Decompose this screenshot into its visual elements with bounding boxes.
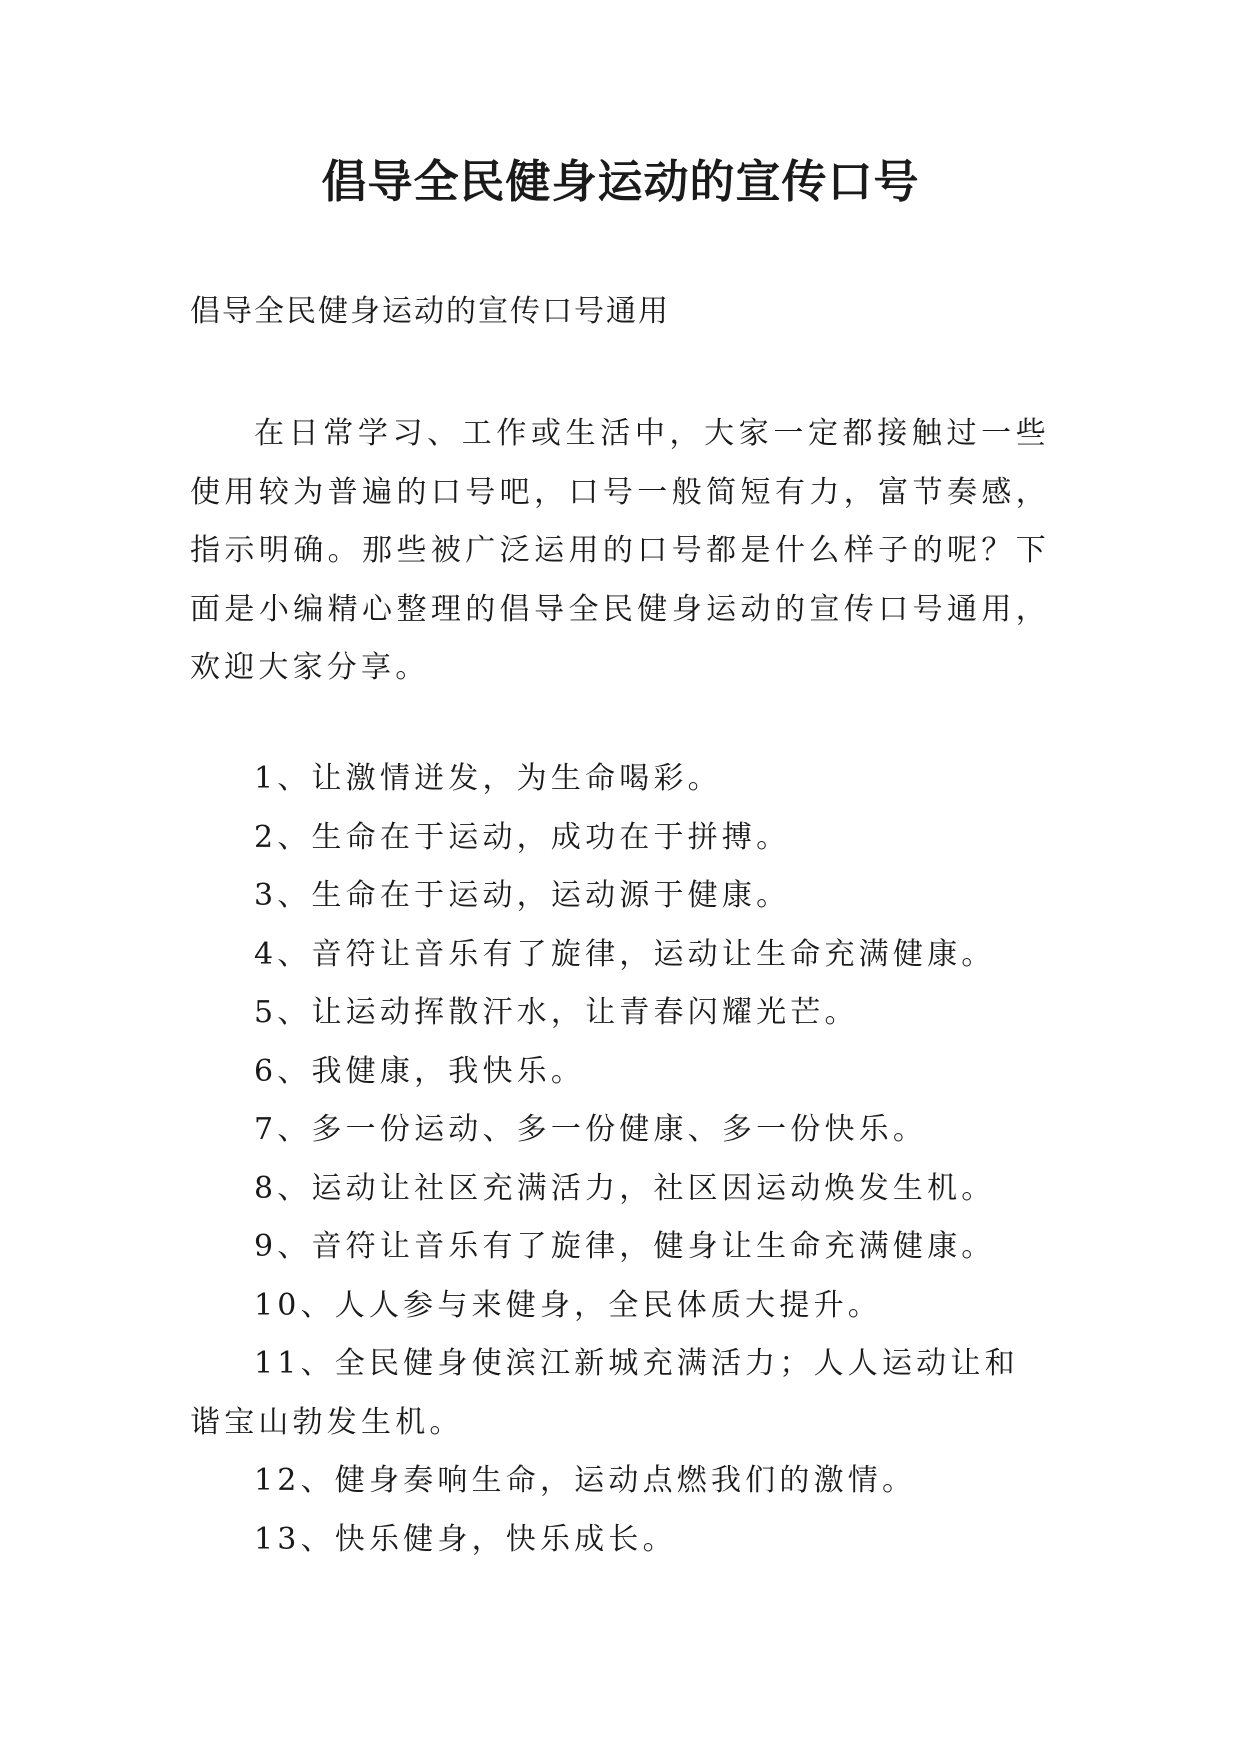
slogan-item: 9、音符让音乐有了旋律，健身让生命充满健康。 bbox=[254, 1229, 996, 1264]
slogan-item: 3、生命在于运动，运动源于健康。 bbox=[254, 878, 791, 913]
slogan-item: 12、健身奏响生命，运动点燃我们的激情。 bbox=[254, 1463, 917, 1498]
slogan-item: 10、人人参与来健身，全民体质大提升。 bbox=[254, 1287, 882, 1323]
slogan-item: 7、多一份运动、多一份健康、多一份快乐。 bbox=[254, 1112, 928, 1147]
slogan-item: 11、全民健身使滨江新城充满活力；人人运动让和谐宝山勃发生机。 bbox=[190, 1346, 1019, 1440]
slogan-list bbox=[190, 750, 1050, 1569]
slogan-item: 8、运动让社区充满活力，社区因运动焕发生机。 bbox=[254, 1170, 996, 1206]
slogan-item: 6、我健康，我快乐。 bbox=[254, 1053, 586, 1089]
slogan-item: 2、生命在于运动，成功在于拼搏。 bbox=[254, 819, 791, 855]
slogan-item: 13、快乐健身，快乐成长。 bbox=[254, 1521, 677, 1557]
document-subtitle: 倡导全民健身运动的宣传口号通用 bbox=[190, 294, 670, 329]
intro-paragraph: 在日常学习、工作或生活中，大家一定都接触过一些使用较为普遍的口号吧，口号一般简短有力，富节奏感，指示明确。那些被广泛运用的口号都是什么样子的呢？下面是小编精心整理的倡导全民健身运动的宣传口号通用，欢迎大家分享。 bbox=[190, 416, 1050, 685]
slogan-item: 1、让激情迸发，为生命喝彩。 bbox=[254, 761, 722, 796]
document-title: 倡导全民健身运动的宣传口号 bbox=[321, 155, 920, 208]
slogan-item: 5、让运动挥散汗水，让青春闪耀光芒。 bbox=[254, 995, 859, 1030]
slogan-item: 4、音符让音乐有了旋律，运动让生命充满健康。 bbox=[254, 936, 996, 972]
